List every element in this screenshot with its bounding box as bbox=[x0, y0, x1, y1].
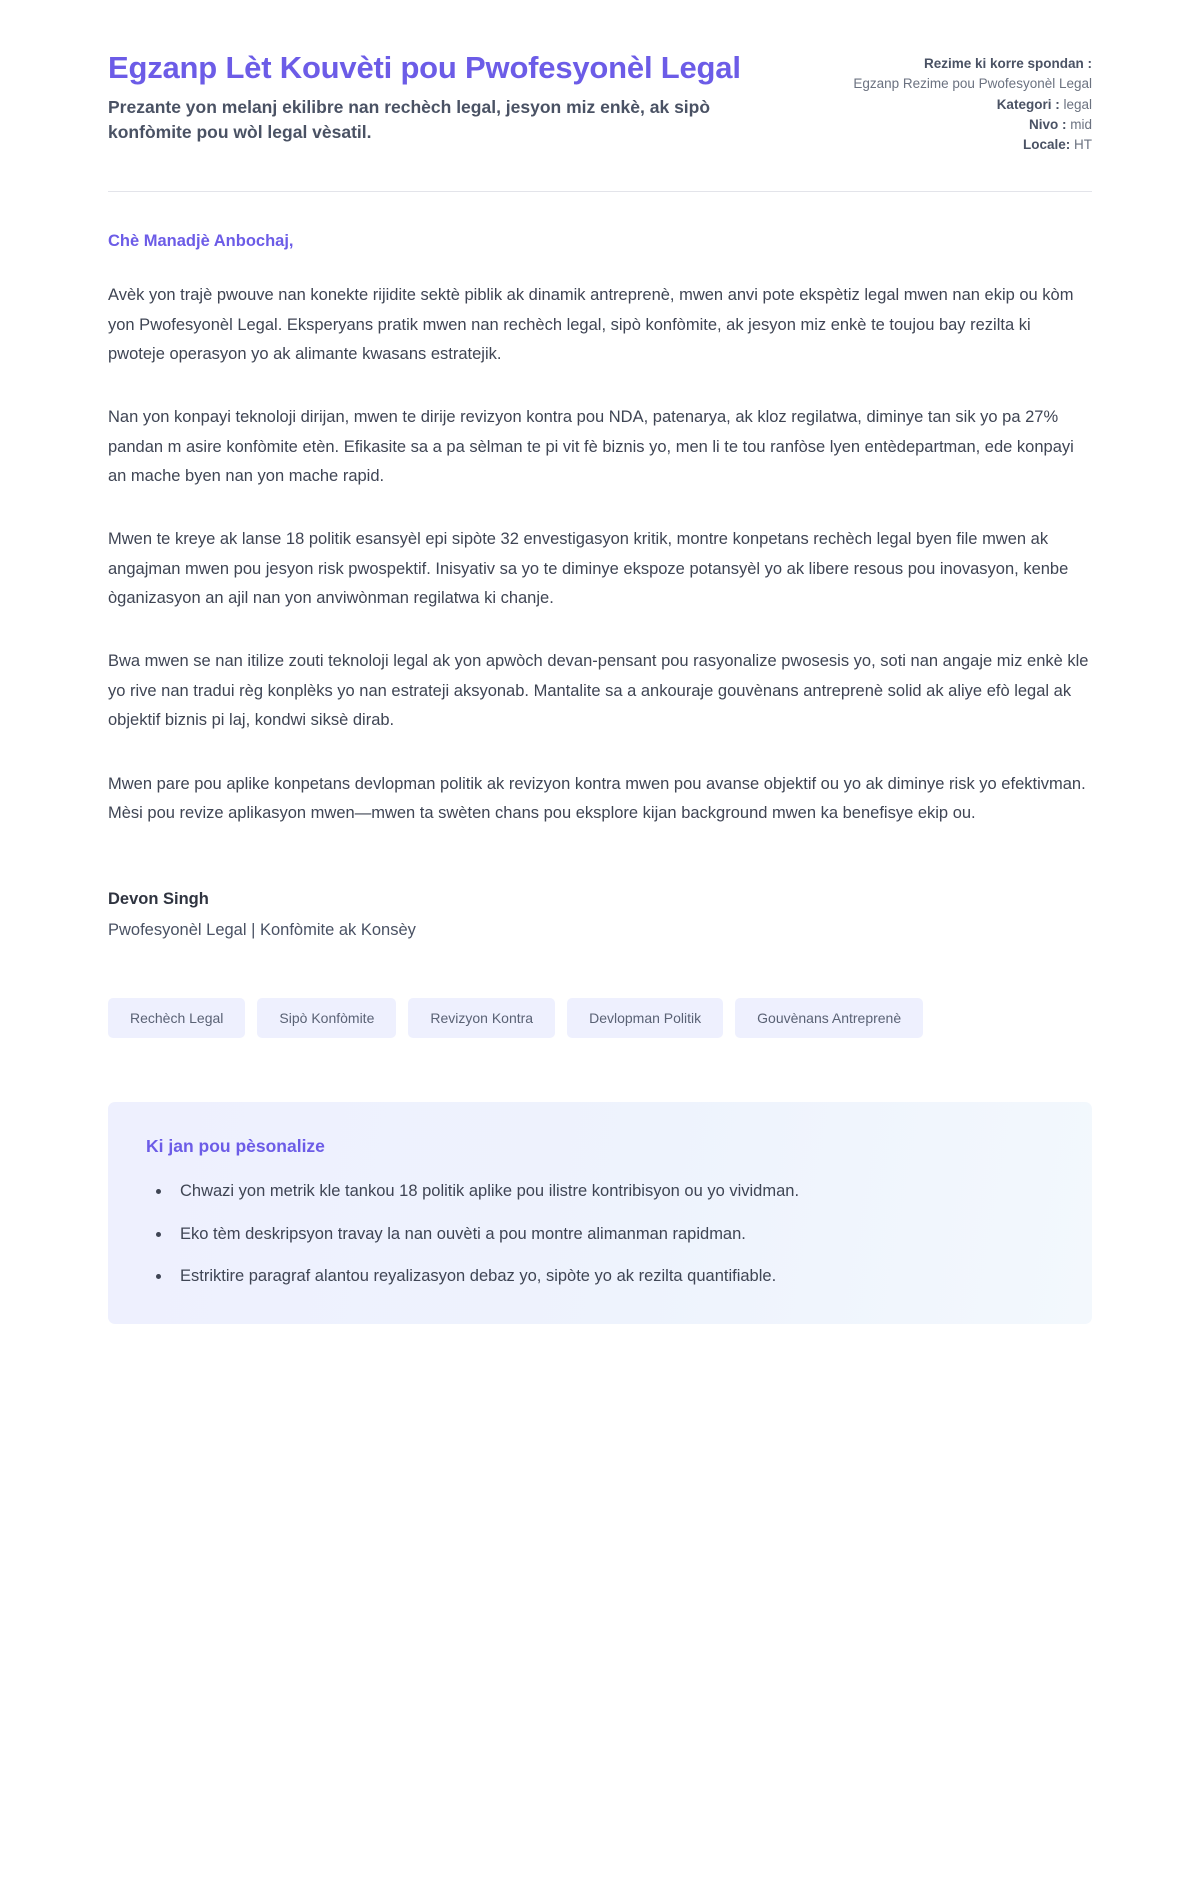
header-divider bbox=[108, 191, 1092, 192]
metadata-category-value: legal bbox=[1063, 96, 1092, 112]
metadata-level-label: Nivo : bbox=[1028, 116, 1067, 132]
signature-name: Devon Singh bbox=[108, 890, 209, 909]
callout-title: Ki jan pou pèsonalize bbox=[146, 1136, 325, 1157]
skill-tag[interactable]: Gouvènans Antreprenè bbox=[735, 998, 923, 1038]
document-header bbox=[108, 48, 1092, 155]
page-subtitle: Prezante yon melanj ekilibre nan rechèch legal, jesyon miz enkè, ak sipò konfòmite pou wòl legal vèsatil. bbox=[108, 97, 711, 142]
list-item: • Chwazi yon metrik kle tankou 18 politik aplike pou ilistre kontribisyon ou yo vividman. bbox=[172, 1177, 1054, 1205]
metadata-category bbox=[842, 95, 1092, 115]
letter-paragraph: Nan yon konpayi teknoloji dirijan, mwen te dirije revizyon kontra pou NDA, patenarya, ak kloz regilatwa, diminye tan sik yo pa 27% pandan m asire konfòmite etèn. Efikasite sa a pa sèlman te pi vit fè biznis yo, men li te tou ranfòse lyen entèdepartman, ede konpayi an mache byen nan yon mache rapid. bbox=[108, 408, 1074, 486]
letter-paragraph: Mwen pare pou aplike konpetans devlopman politik ak revizyon kontra mwen pou avanse objektif ou yo ak diminye risk yo efektivman. Mèsi pou revize aplikasyon mwen—mwen ta swèten chans pou eksplore kijan background mwen ka benefisye ekip ou. bbox=[108, 774, 1086, 822]
metadata-level-value: mid bbox=[1070, 116, 1092, 132]
metadata-locale-value: HT bbox=[1074, 137, 1092, 152]
skill-tag[interactable]: Revizyon Kontra bbox=[408, 998, 555, 1038]
signature-role: Pwofesyonèl Legal | Konfòmite ak Konsèy bbox=[108, 921, 416, 940]
skill-tag[interactable]: Devlopman Politik bbox=[567, 998, 723, 1038]
list-item: • Eko tèm deskripsyon travay la nan ouvèti a pou montre alimanman rapidman. bbox=[172, 1220, 1054, 1248]
metadata-locale-label: Locale: bbox=[1022, 137, 1071, 152]
header-text-block bbox=[108, 48, 802, 145]
cover-letter-body bbox=[108, 232, 1092, 940]
skill-tag[interactable]: Rechèch Legal bbox=[108, 998, 245, 1038]
skill-tag[interactable]: Sipò Konfòmite bbox=[257, 998, 396, 1038]
callout-list bbox=[146, 1177, 1054, 1290]
metadata-related-value: Egzanp Rezime pou Pwofesyonèl Legal bbox=[853, 76, 1092, 92]
metadata-category-label: Kategori : bbox=[996, 96, 1060, 112]
metadata-related-label: Rezime ki korre spondan : bbox=[923, 56, 1092, 71]
page-title: Egzanp Lèt Kouvèti pou Pwofesyonèl Legal bbox=[108, 50, 741, 85]
metadata-related bbox=[842, 54, 1092, 74]
list-item: • Estriktire paragraf alantou reyalizasyon debaz yo, sipòte yo ak rezilta quantifiable. bbox=[172, 1262, 1054, 1290]
document-metadata bbox=[842, 48, 1092, 155]
metadata-locale bbox=[842, 135, 1092, 155]
letter-paragraph: Bwa mwen se nan itilize zouti teknoloji legal ak yon apwòch devan-pensant pou rasyonalize pwosesis yo, soti nan angaje miz enkè kle yo rive nan tradui règ konplèks yo nan estrateji aksyonab. Mantalite sa a ankouraje gouvènans antreprenè solid ak aliye efò legal ak objektif biznis pi laj, kondwi siksè dirab. bbox=[108, 652, 1089, 730]
metadata-level bbox=[842, 115, 1092, 135]
letter-paragraph: Mwen te kreye ak lanse 18 politik esansyèl epi sipòte 32 envestigasyon kritik, montre konpetans rechèch legal byen file mwen ak angajman mwen pou jesyon risk pwospektif. Inisyativ sa yo te diminye ekspoze potansyèl yo ak libere resous pou inovasyon, kenbe òganizasyon an ajil nan yon anviwònman regilatwa ki chanje. bbox=[108, 530, 1069, 608]
customization-callout bbox=[108, 1102, 1092, 1324]
skill-tag-list bbox=[108, 998, 1092, 1038]
letter-paragraph: Avèk yon trajè pwouve nan konekte rijidite sektè piblik ak dinamik antreprenè, mwen anvi pote ekspètiz legal mwen nan ekip ou kòm yon Pwofesyonèl Legal. Eksperyans pratik mwen nan rechèch legal, sipò konfòmite, ak jesyon miz enkè te toujou bay rezilta ki pwoteje operasyon yo ak alimante kwasans estratejik. bbox=[108, 286, 1074, 363]
letter-signature bbox=[108, 890, 1092, 940]
letter-salutation: Chè Manadjè Anbochaj, bbox=[108, 232, 294, 251]
metadata-related-value-row bbox=[842, 74, 1092, 94]
